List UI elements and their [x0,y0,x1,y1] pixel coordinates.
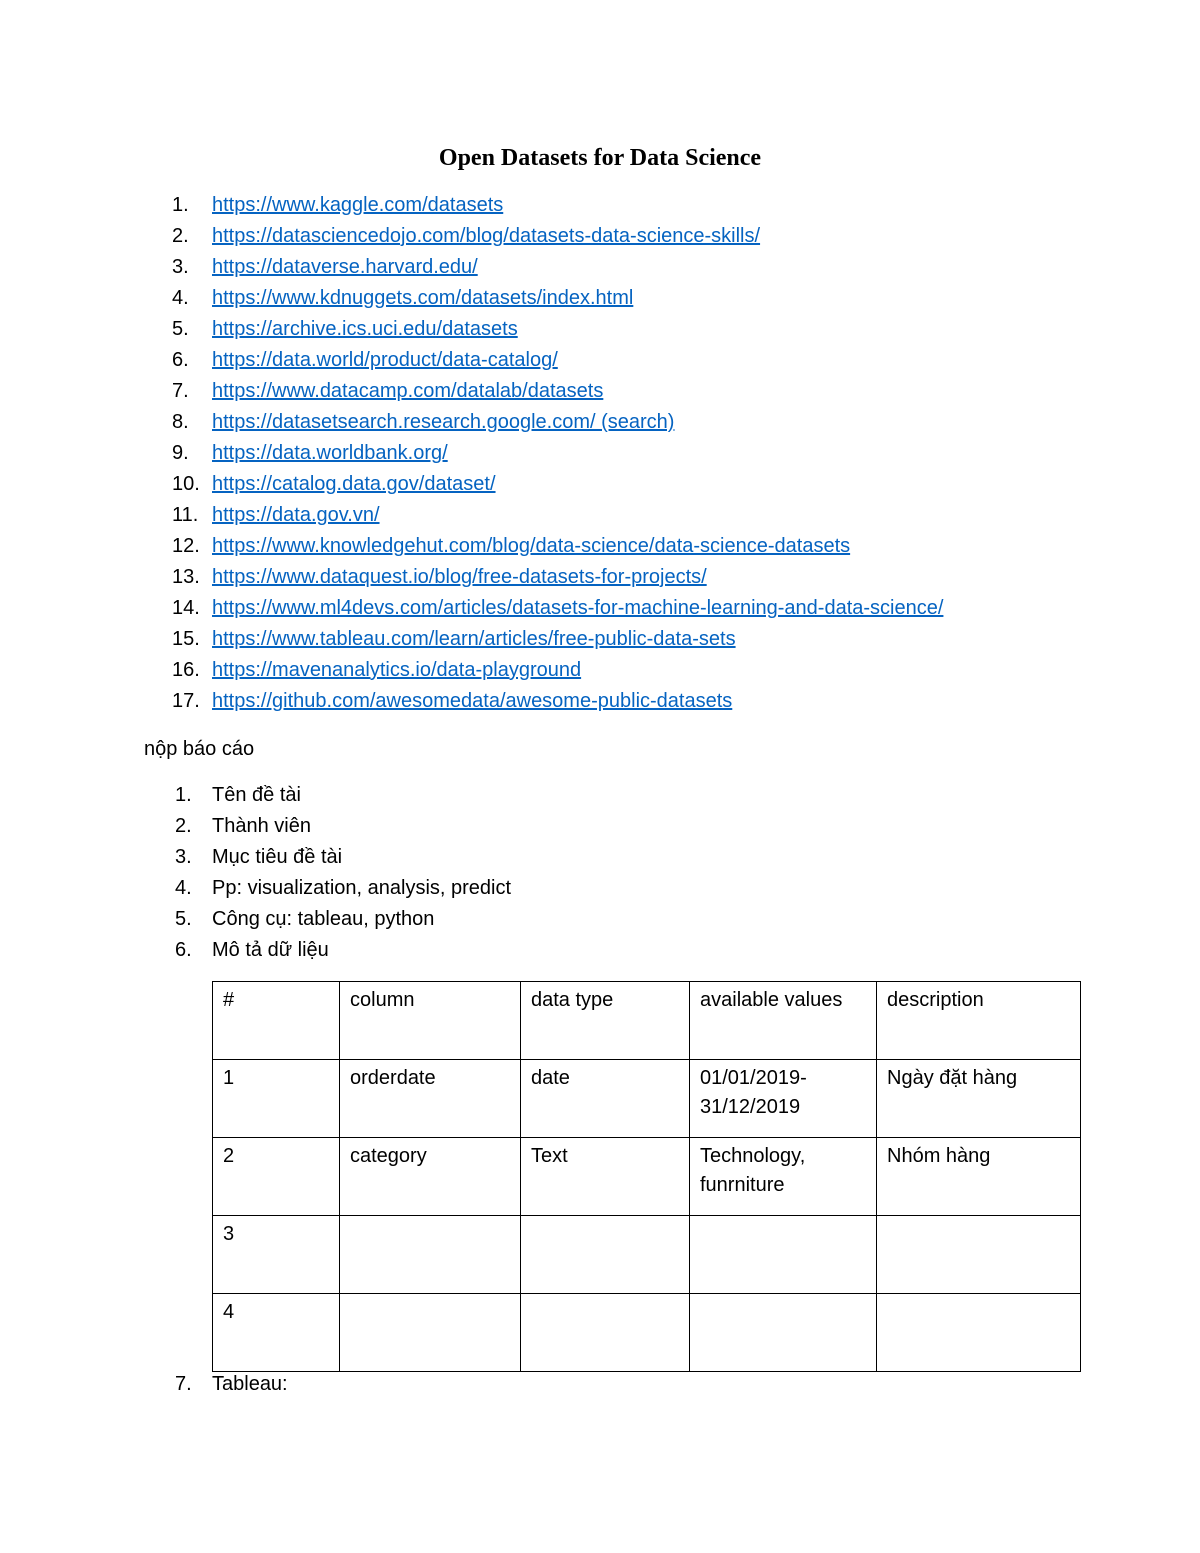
list-number: 5. [172,318,189,340]
list-item [172,686,943,717]
list-item [175,780,511,811]
list-number: 4. [175,877,192,899]
list-number: 15. [172,628,200,650]
list-number: 8. [172,411,189,433]
dataset-link[interactable]: https://www.datacamp.com/datalab/datasets [212,380,604,402]
table-cell [690,1216,877,1294]
list-item-text: Thành viên [212,815,311,837]
list-item [172,593,943,624]
table-header-cell: column [340,982,521,1060]
table-cell: Ngày đặt hàng [877,1060,1081,1138]
list-item [172,345,943,376]
table-cell [340,1294,521,1372]
table-cell [877,1294,1081,1372]
dataset-links-list [172,190,943,717]
list-item [172,252,943,283]
list-number: 3. [175,846,192,868]
table-header-row [213,982,1081,1060]
list-item [172,655,943,686]
list-number: 7. [172,380,189,402]
list-number: 13. [172,566,200,588]
table-cell: Text [521,1138,690,1216]
list-number: 16. [172,659,200,681]
table-cell: 01/01/2019-31/12/2019 [690,1060,877,1138]
dataset-link[interactable]: https://datasciencedojo.com/blog/datasets-data-science-skills/ [212,225,761,247]
list-number: 10. [172,473,200,495]
table-cell: orderdate [340,1060,521,1138]
dataset-link[interactable]: https://www.kaggle.com/datasets [212,194,504,216]
list-number: 4. [172,287,189,309]
table-header-cell: description [877,982,1081,1060]
dataset-link[interactable]: https://www.tableau.com/learn/articles/free-public-data-sets [212,628,736,650]
table-row [213,1216,1081,1294]
list-item-text: Công cụ: tableau, python [212,908,435,930]
list-number: 11. [172,504,199,526]
table-row [213,1294,1081,1372]
list-number: 1. [172,194,189,216]
dataset-link[interactable]: https://data.worldbank.org/ [212,442,448,464]
table-header-cell: available values [690,982,877,1060]
list-number: 2. [172,225,189,247]
list-number: 6. [175,939,192,961]
table-cell: category [340,1138,521,1216]
list-item [172,190,943,221]
table-cell [690,1294,877,1372]
table-cell [521,1294,690,1372]
tableau-item [175,1369,288,1400]
table-cell: Nhóm hàng [877,1138,1081,1216]
table-cell: Technology, funrniture [690,1138,877,1216]
list-number: 6. [172,349,189,371]
list-item-text: Tên đề tài [212,784,301,806]
table-cell: 2 [213,1138,340,1216]
list-number: 14. [172,597,200,619]
table-cell: 1 [213,1060,340,1138]
dataset-link[interactable]: https://www.ml4devs.com/articles/datasets-for-machine-learning-and-data-science/ [212,597,944,619]
list-item [172,469,943,500]
dataset-link[interactable]: https://archive.ics.uci.edu/datasets [212,318,518,340]
list-item [172,531,943,562]
list-item [175,811,511,842]
table-cell [340,1216,521,1294]
list-number: 5. [175,908,192,930]
report-items-list [175,780,511,966]
list-item [175,842,511,873]
list-item-text: Mục tiêu đề tài [212,846,343,868]
list-item [172,314,943,345]
document-title: Open Datasets for Data Science [438,145,762,171]
table-cell [877,1216,1081,1294]
list-number: 1. [175,784,192,806]
list-number: 2. [175,815,192,837]
list-item [175,904,511,935]
list-item [172,407,943,438]
list-item [172,624,943,655]
table-cell: date [521,1060,690,1138]
table-header-cell: data type [521,982,690,1060]
table-header-cell: # [213,982,340,1060]
list-item [172,221,943,252]
list-number: 7. [175,1373,192,1395]
dataset-link[interactable]: https://mavenanalytics.io/data-playground [212,659,582,681]
dataset-link[interactable]: https://www.kdnuggets.com/datasets/index.html [212,287,634,309]
list-item [172,376,943,407]
table-cell: 3 [213,1216,340,1294]
list-number: 9. [172,442,189,464]
dataset-link[interactable]: https://data.gov.vn/ [212,504,380,526]
dataset-link[interactable]: https://catalog.data.gov/dataset/ [212,473,496,495]
list-number: 3. [172,256,189,278]
list-number: 17. [172,690,200,712]
list-item-text: Pp: visualization, analysis, predict [212,877,512,899]
list-item [175,873,511,904]
list-item [172,438,943,469]
dataset-link[interactable]: https://dataverse.harvard.edu/ [212,256,478,278]
list-item [175,935,511,966]
table-cell [521,1216,690,1294]
list-item-text: Mô tả dữ liệu [212,939,329,961]
dataset-link[interactable]: https://www.dataquest.io/blog/free-datasets-for-projects/ [212,566,707,588]
list-item [172,500,943,531]
list-item [172,283,943,314]
dataset-link[interactable]: https://data.world/product/data-catalog/ [212,349,558,371]
data-description-table [212,981,1081,1372]
dataset-link[interactable]: https://github.com/awesomedata/awesome-public-datasets [212,690,733,712]
table-cell: 4 [213,1294,340,1372]
list-number: 12. [172,535,200,557]
section-label: nộp báo cáo [144,738,255,760]
list-item [172,562,943,593]
list-item-text: Tableau: [212,1373,288,1395]
table-row [213,1138,1081,1216]
dataset-link[interactable]: https://www.knowledgehut.com/blog/data-science/data-science-datasets [212,535,851,557]
dataset-link[interactable]: https://datasetsearch.research.google.com/ (search) [212,411,675,433]
table-row [213,1060,1081,1138]
